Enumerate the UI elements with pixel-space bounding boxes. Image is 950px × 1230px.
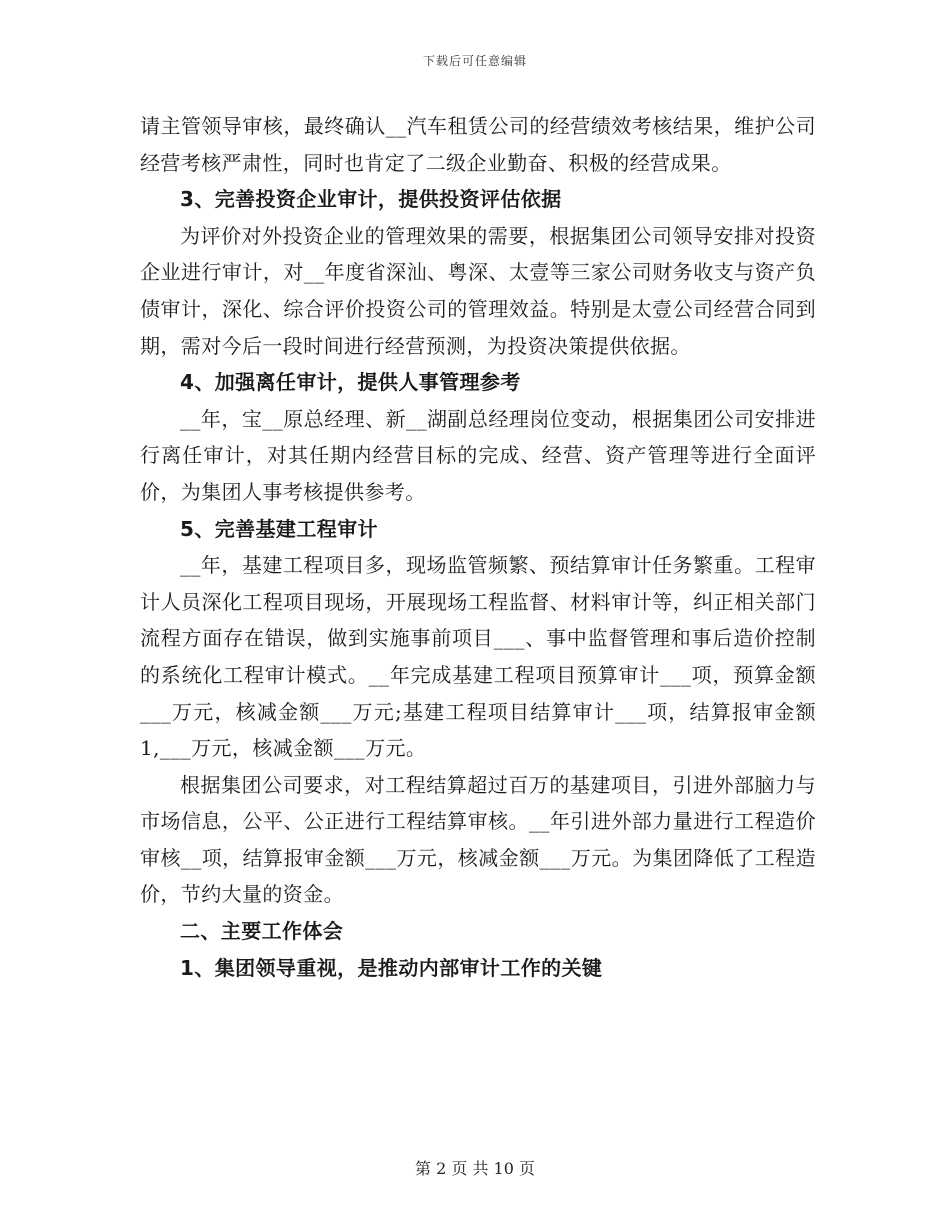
paragraph-assessment-result: 请主管领导审核，最终确认__汽车租赁公司的经营绩效考核结果，维护公司经营考核严肃性，同时也肯定了二级企业勤奋、积极的经营成果。 [140, 114, 816, 175]
document-body [140, 108, 816, 986]
paragraph-construction-audit: __年，基建工程项目多，现场监管频繁、预结算审计任务繁重。工程审计人员深化工程项目现场，开展现场工程监督、材料审计等，纠正相关部门流程方面存在错误，做到实施事前项目___、事中监督管理和事后造价控制的系统化工程审计模式。__年完成基建工程项目预算审计___项，预算金额___万元，核减金额___万元;基建工程项目结算审计___项，结算报审金额1,___万元，核减金额___万元。 [140, 553, 816, 761]
page-header: 下载后可任意编辑 [422, 54, 527, 68]
paragraph-departure-audit: __年，宝__原总经理、新__湖副总经理岗位变动，根据集团公司安排进行离任审计，对其任期内经营目标的完成、经营、资产管理等进行全面评价，为集团人事考核提供参考。 [140, 406, 816, 504]
page-number: 第 2 页 共 10 页 [415, 1159, 535, 1178]
heading-leadership-key: 1、集团领导重视，是推动内部审计工作的关键 [180, 955, 603, 980]
paragraph-external-review: 根据集团公司要求，对工程结算超过百万的基建项目，引进外部脑力与市场信息，公平、公正进行工程结算审核。__年引进外部力量进行工程造价审核__项，结算报审金额___万元，核减金额___万元。为集团降低了工程造价，节约大量的资金。 [140, 772, 816, 907]
heading-main-experience: 二、主要工作体会 [180, 919, 344, 944]
heading-construction-audit: 5、完善基建工程审计 [180, 516, 378, 541]
heading-departure-audit: 4、加强离任审计，提供人事管理参考 [180, 370, 521, 395]
paragraph-investment-audit: 为评价对外投资企业的管理效果的需要，根据集团公司领导安排对投资企业进行审计，对__年度省深汕、粤深、太壹等三家公司财务收支与资产负债审计，深化、综合评价投资公司的管理效益。特别是太壹公司经营合同到期，需对今后一段时间进行经营预测，为投资决策提供依据。 [140, 223, 816, 358]
heading-investment-audit: 3、完善投资企业审计，提供投资评估依据 [180, 187, 562, 212]
